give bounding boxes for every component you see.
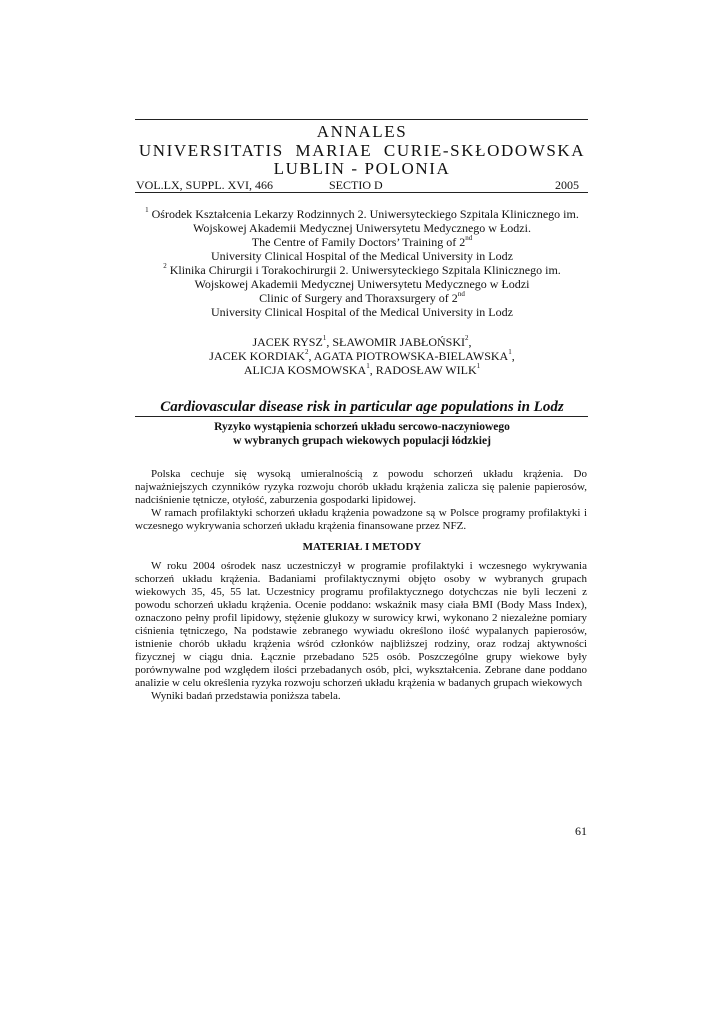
methods-section <box>135 560 587 703</box>
author-separator: , <box>468 335 472 349</box>
affiliation-2-line-1 <box>0 263 724 277</box>
journal-sectio: SECTIO D <box>329 178 383 192</box>
affiliation-2-line-3 <box>0 291 724 305</box>
page-number: 61 <box>575 824 587 838</box>
author-affiliation-marker: 1 <box>476 362 481 370</box>
author-affiliation-marker: 1 <box>508 348 512 356</box>
author-affiliation-marker: 1 <box>322 334 327 342</box>
journal-name-line1: ANNALES <box>316 122 408 141</box>
journal-year: 2005 <box>555 178 579 192</box>
journal-place: LUBLIN - POLONIA <box>273 159 451 178</box>
author-affiliation-marker: 2 <box>465 334 469 342</box>
author-affiliation-marker: 2 <box>304 348 309 356</box>
affiliation-2-line-2: Wojskowej Akademii Medycznej Uniwersytetu Medycznego w Łodzi <box>194 277 530 291</box>
ordinal-suffix: nd <box>465 234 473 242</box>
affiliation-marker: 2 <box>163 262 167 270</box>
affiliation-text: The Centre of Family Doctors’ Training of 2 <box>251 235 466 249</box>
affiliation-1-line-1 <box>0 207 724 221</box>
affiliation-1-line-3 <box>0 235 724 249</box>
author-name: JACEK RYSZ <box>252 335 323 349</box>
affiliation-marker: 1 <box>145 206 149 214</box>
intro-paragraph-2: W ramach profilaktyki schorzeń układu krążenia powadzone są w Polsce programy profilaktyki i wczesnego wykrywania schorzeń układu krążenia finansowane przez NFZ. <box>135 507 587 532</box>
journal-volume: VOL.LX, SUPPL. XVI, 466 <box>136 178 274 192</box>
author-name: ALICJA KOSMOWSKA <box>243 363 367 377</box>
intro-paragraph-1: Polska cechuje się wysoką umieralnością z powodu schorzeń układu krążenia. Do najważniejszych czynników ryzyka rozwoju chorób układu krążenia zalicza się palenie papierosów, nadciśnienie tętnicze, otyłość, zaburzenia gospodarki lipidowej. <box>135 468 587 506</box>
affiliation-text: Klinika Chirurgii i Torakochirurgii 2. Uniwersyteckiego Szpitala Klinicznego im. <box>166 263 561 277</box>
author-name: , AGATA PIOTROWSKA-BIELAWSKA <box>308 349 509 363</box>
affiliation-2-line-4: University Clinical Hospital of the Medical University in Lodz <box>211 305 513 319</box>
affiliation-1-line-2: Wojskowej Akademii Medycznej Uniwersytetu Medycznego w Łodzi. <box>193 221 531 235</box>
author-name: , RADOSŁAW WILK <box>369 363 477 377</box>
authors-line-2 <box>0 349 724 363</box>
author-name: JACEK KORDIAK <box>209 349 305 363</box>
affiliation-1-line-4: University Clinical Hospital of the Medical University in Lodz <box>211 249 513 263</box>
header-top-rule <box>135 119 588 120</box>
author-affiliation-marker: 1 <box>366 362 370 370</box>
article-subtitle-line-2: w wybranych grupach wiekowych populacji łódzkiej <box>233 435 491 447</box>
header-bottom-rule <box>135 192 588 193</box>
methods-paragraph-1: W roku 2004 ośrodek nasz uczestniczył w programie profilaktyki i wczesnego wykrywania schorzeń układu krążenia. Badaniami profilaktycznymi objęto osoby w wybranych grupach wiekowych 35, 45, 55 lat. Uczestnicy programu profilaktycznego dotychczas nie byli leczeni z powodu schorzeń układu krążenia. Ocenie poddano: wskaźnik masy ciała BMI (Body Mass Index), oznaczono pełny profil lipidowy, stężenie glukozy w surowicy krwi, wykonano 2 niezależne pomiary ciśnienia tętniczego, Na podstawie zebranego wywiadu określono ilość wypalanych papierosów, istnienie chorób układu krążenia wśród członków najbliższej rodziny, oraz rodzaj aktywności fizycznej w ciągu dnia. Łącznie przebadano 525 osób. Poszczególne grupy wiekowe były porównywalne pod względem ilości przebadanych osób, płci, wykształcenia. Zebrane dane poddano analizie w celu określenia ryzyka rozwoju schorzeń układu krążenia w badanych grupach wiekowych <box>135 560 587 689</box>
author-separator: , <box>511 349 515 363</box>
ordinal-suffix: nd <box>457 290 465 298</box>
article-title: Cardiovascular disease risk in particular age populations in Lodz <box>160 399 564 415</box>
introduction <box>135 468 587 533</box>
author-name: , SŁAWOMIR JABŁOŃSKI <box>326 335 466 349</box>
article-subtitle-line-1: Ryzyko wystąpienia schorzeń układu sercowo-naczyniowego <box>214 421 510 433</box>
authors-line-3 <box>0 363 724 377</box>
affiliation-text: Clinic of Surgery and Thoraxsurgery of 2 <box>259 291 458 305</box>
journal-name-line2: UNIVERSITATIS MARIAE CURIE-SKŁODOWSKA <box>138 141 586 160</box>
title-rule <box>135 416 588 417</box>
section-heading-methods: MATERIAŁ I METODY <box>302 541 422 553</box>
authors-line-1 <box>0 335 724 349</box>
methods-paragraph-2: Wyniki badań przedstawia poniższa tabela. <box>151 690 341 702</box>
affiliation-text: Ośrodek Kształcenia Lekarzy Rodzinnych 2. Uniwersyteckiego Szpitala Klinicznego im. <box>148 207 579 221</box>
